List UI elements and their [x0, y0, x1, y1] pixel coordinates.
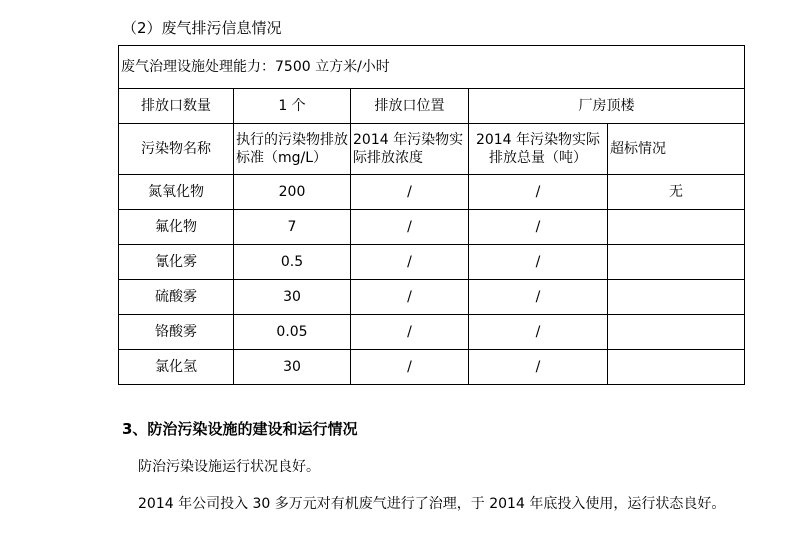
pollutant-name: 氟化物 — [119, 210, 234, 245]
header-cell: 2014 年污染物实际排放浓度 — [351, 124, 469, 175]
total-value: / — [469, 245, 608, 280]
table-row — [119, 315, 745, 350]
table-row — [119, 280, 745, 315]
exceed-value — [608, 350, 745, 385]
table-row — [119, 245, 745, 280]
header-cell: 执行的污染物排放标准（mg/L） — [234, 124, 351, 175]
capacity-cell: 废气治理设施处理能力：7500 立方米/小时 — [119, 46, 745, 89]
concentration-value: / — [351, 175, 469, 210]
outlet-count-value: 1 个 — [234, 89, 351, 124]
emission-table — [118, 45, 745, 385]
section-3-title: 3、防治污染设施的建设和运行情况 — [122, 420, 358, 438]
table-row — [119, 175, 745, 210]
paragraph-1: 防治污染设施运行状况良好。 — [138, 459, 320, 475]
total-value: / — [469, 210, 608, 245]
pollutant-name: 铬酸雾 — [119, 315, 234, 350]
paragraph-2: 2014 年公司投入 30 多万元对有机废气进行了治理，于 2014 年底投入使用，运行状态良好。 — [138, 496, 726, 512]
concentration-value: / — [351, 315, 469, 350]
capacity-row — [119, 46, 745, 89]
header-cell: 污染物名称 — [119, 124, 234, 175]
exceed-value — [608, 245, 745, 280]
standard-value: 0.5 — [234, 245, 351, 280]
total-value: / — [469, 350, 608, 385]
standard-value: 0.05 — [234, 315, 351, 350]
standard-value: 200 — [234, 175, 351, 210]
total-value: / — [469, 280, 608, 315]
outlet-row — [119, 89, 745, 124]
standard-value: 30 — [234, 280, 351, 315]
concentration-value: / — [351, 350, 469, 385]
exceed-value: 无 — [608, 175, 745, 210]
total-value: / — [469, 175, 608, 210]
header-cell: 2014 年污染物实际排放总量（吨） — [469, 124, 608, 175]
standard-value: 7 — [234, 210, 351, 245]
pollutant-name: 氰化雾 — [119, 245, 234, 280]
outlet-position-value: 厂房顶楼 — [469, 89, 745, 124]
section-heading: （2）废气排污信息情况 — [122, 19, 282, 37]
table-row — [119, 210, 745, 245]
exceed-value — [608, 315, 745, 350]
exceed-value — [608, 280, 745, 315]
total-value: / — [469, 315, 608, 350]
pollutant-name: 氮氧化物 — [119, 175, 234, 210]
exceed-value — [608, 210, 745, 245]
header-cell: 超标情况 — [608, 124, 745, 175]
header-row — [119, 124, 745, 175]
pollutant-name: 硫酸雾 — [119, 280, 234, 315]
outlet-position-label: 排放口位置 — [351, 89, 469, 124]
concentration-value: / — [351, 210, 469, 245]
concentration-value: / — [351, 245, 469, 280]
concentration-value: / — [351, 280, 469, 315]
pollutant-name: 氯化氢 — [119, 350, 234, 385]
outlet-count-label: 排放口数量 — [119, 89, 234, 124]
standard-value: 30 — [234, 350, 351, 385]
table-row — [119, 350, 745, 385]
